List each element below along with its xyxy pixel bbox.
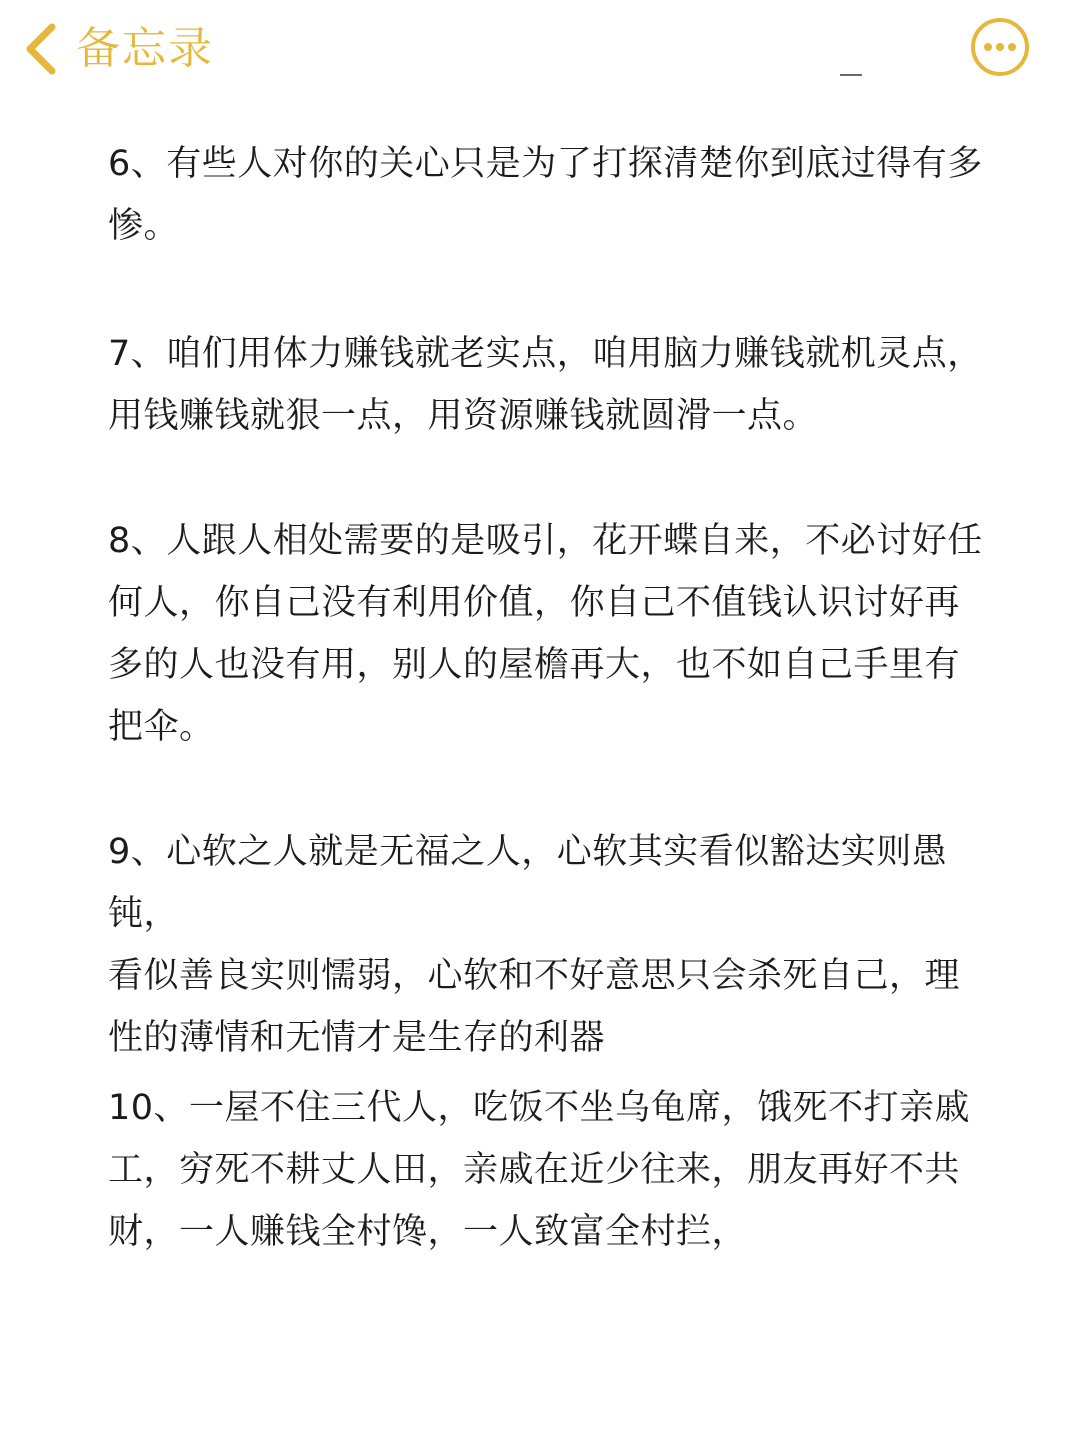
note-paragraph-7: 7、咱们用体力赚钱就老实点，咱用脑力赚钱就机灵点， 用钱赚钱就狠一点，用资源赚钱就圆滑一点。 — [108, 334, 983, 436]
note-paragraph-6: 6、有些人对你的关心只是为了打探清楚你到底过得有多 惨。 — [108, 144, 983, 246]
nav-bar — [0, 0, 1080, 100]
nav-title: 备忘录 — [76, 23, 214, 74]
note-paragraph-10: 10、一屋不住三代人，吃饭不坐乌龟席，饿死不打亲戚 工，穷死不耕丈人田，亲戚在近少往来，朋友再好不共 财，一人赚钱全村馋，一人致富全村拦， — [108, 1088, 971, 1252]
back-button[interactable] — [22, 14, 214, 84]
more-button[interactable] — [970, 17, 1030, 77]
note-paragraph-8: 8、人跟人相处需要的是吸引，花开蝶自来，不必讨好任 何人，你自己没有利用价值，你自己不值钱认识讨好再 多的人也没有用，别人的屋檐再大，也不如自己手里有 把伞。 — [108, 521, 983, 747]
note-paragraph-9: 9、心软之人就是无福之人，心软其实看似豁达实则愚钝， 看似善良实则懦弱，心软和不好意思只会杀死自己，理 性的薄情和无情才是生存的利器 — [108, 832, 961, 1058]
divider — [840, 74, 862, 76]
chevron-left-icon — [22, 21, 58, 77]
more-ellipsis-icon — [970, 17, 1030, 77]
